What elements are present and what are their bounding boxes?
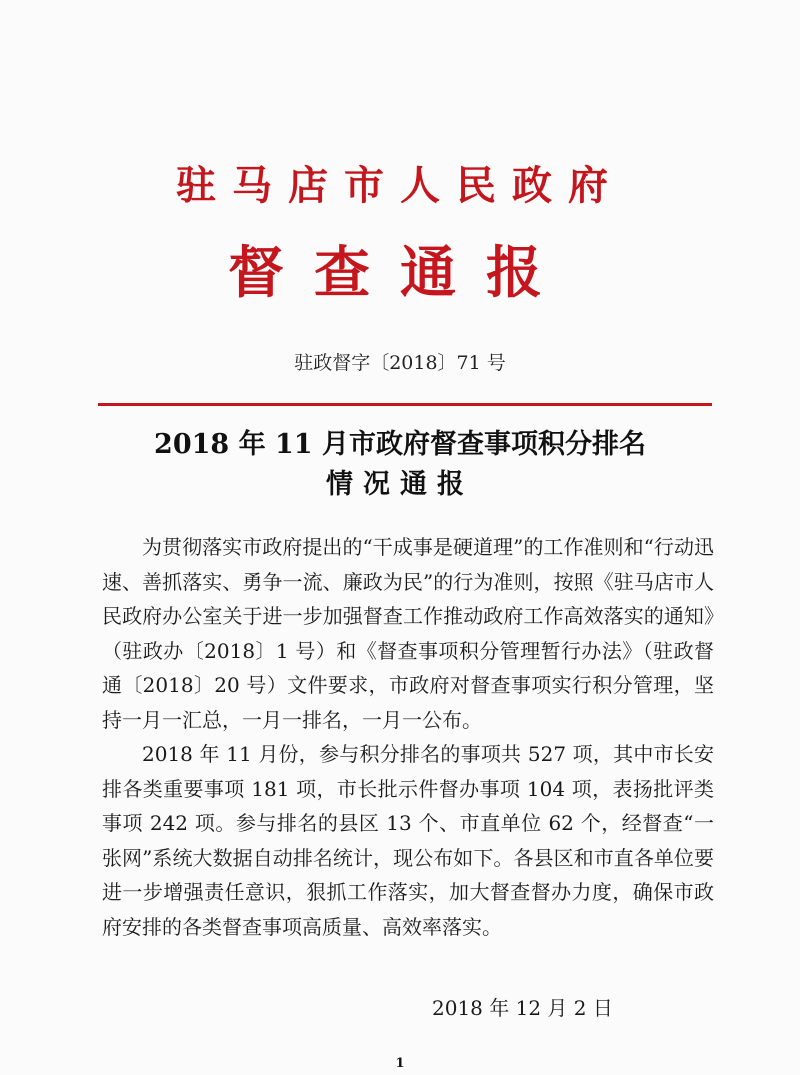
document-title (0, 425, 800, 505)
document-number: 驻政督字〔2018〕71 号 (294, 352, 506, 374)
red-divider-line (98, 403, 712, 406)
report-type-heading: 督查通报 (228, 240, 572, 306)
issuer-heading: 驻马店市人民政府 (176, 162, 624, 209)
body-paragraph-2: 2018 年 11 月份，参与积分排名的事项共 527 项，其中市长安排各类重要事项 181 项，市长批示件督办事项 104 项，表扬批评类事项 242 项。参与排名的县区 13 个、市直单位 62 个，经督查“一张网”系统大数据自动排名统计，现公布如下。各县区和市直各单位要进一步增强责任意识，狠抓工作落实，加大督查督办力度，确保市政府安排的各类督查事项高质量、高效率落实。 (102, 742, 714, 939)
document-body (102, 530, 714, 944)
title-line-2: 情况通报 (326, 469, 474, 500)
issue-date: 2018 年 12 月 2 日 (432, 996, 613, 1020)
page-number: 1 (395, 1056, 405, 1071)
title-line-1: 2018 年 11 月市政府督查事项积分排名 (154, 429, 646, 460)
body-paragraph-1: 为贯彻落实市政府提出的“干成事是硬道理”的工作准则和“行动迅速、善抓落实、勇争一流、廉政为民”的行为准则，按照《驻马店市人民政府办公室关于进一步加强督查工作推动政府工作高效落实的通知》（驻政办〔2018〕1 号）和《督查事项积分管理暂行办法》（驻政督通〔2018〕20 号）文件要求，市政府对督查事项实行积分管理，坚持一月一汇总，一月一排名，一月一公布。 (102, 535, 714, 732)
